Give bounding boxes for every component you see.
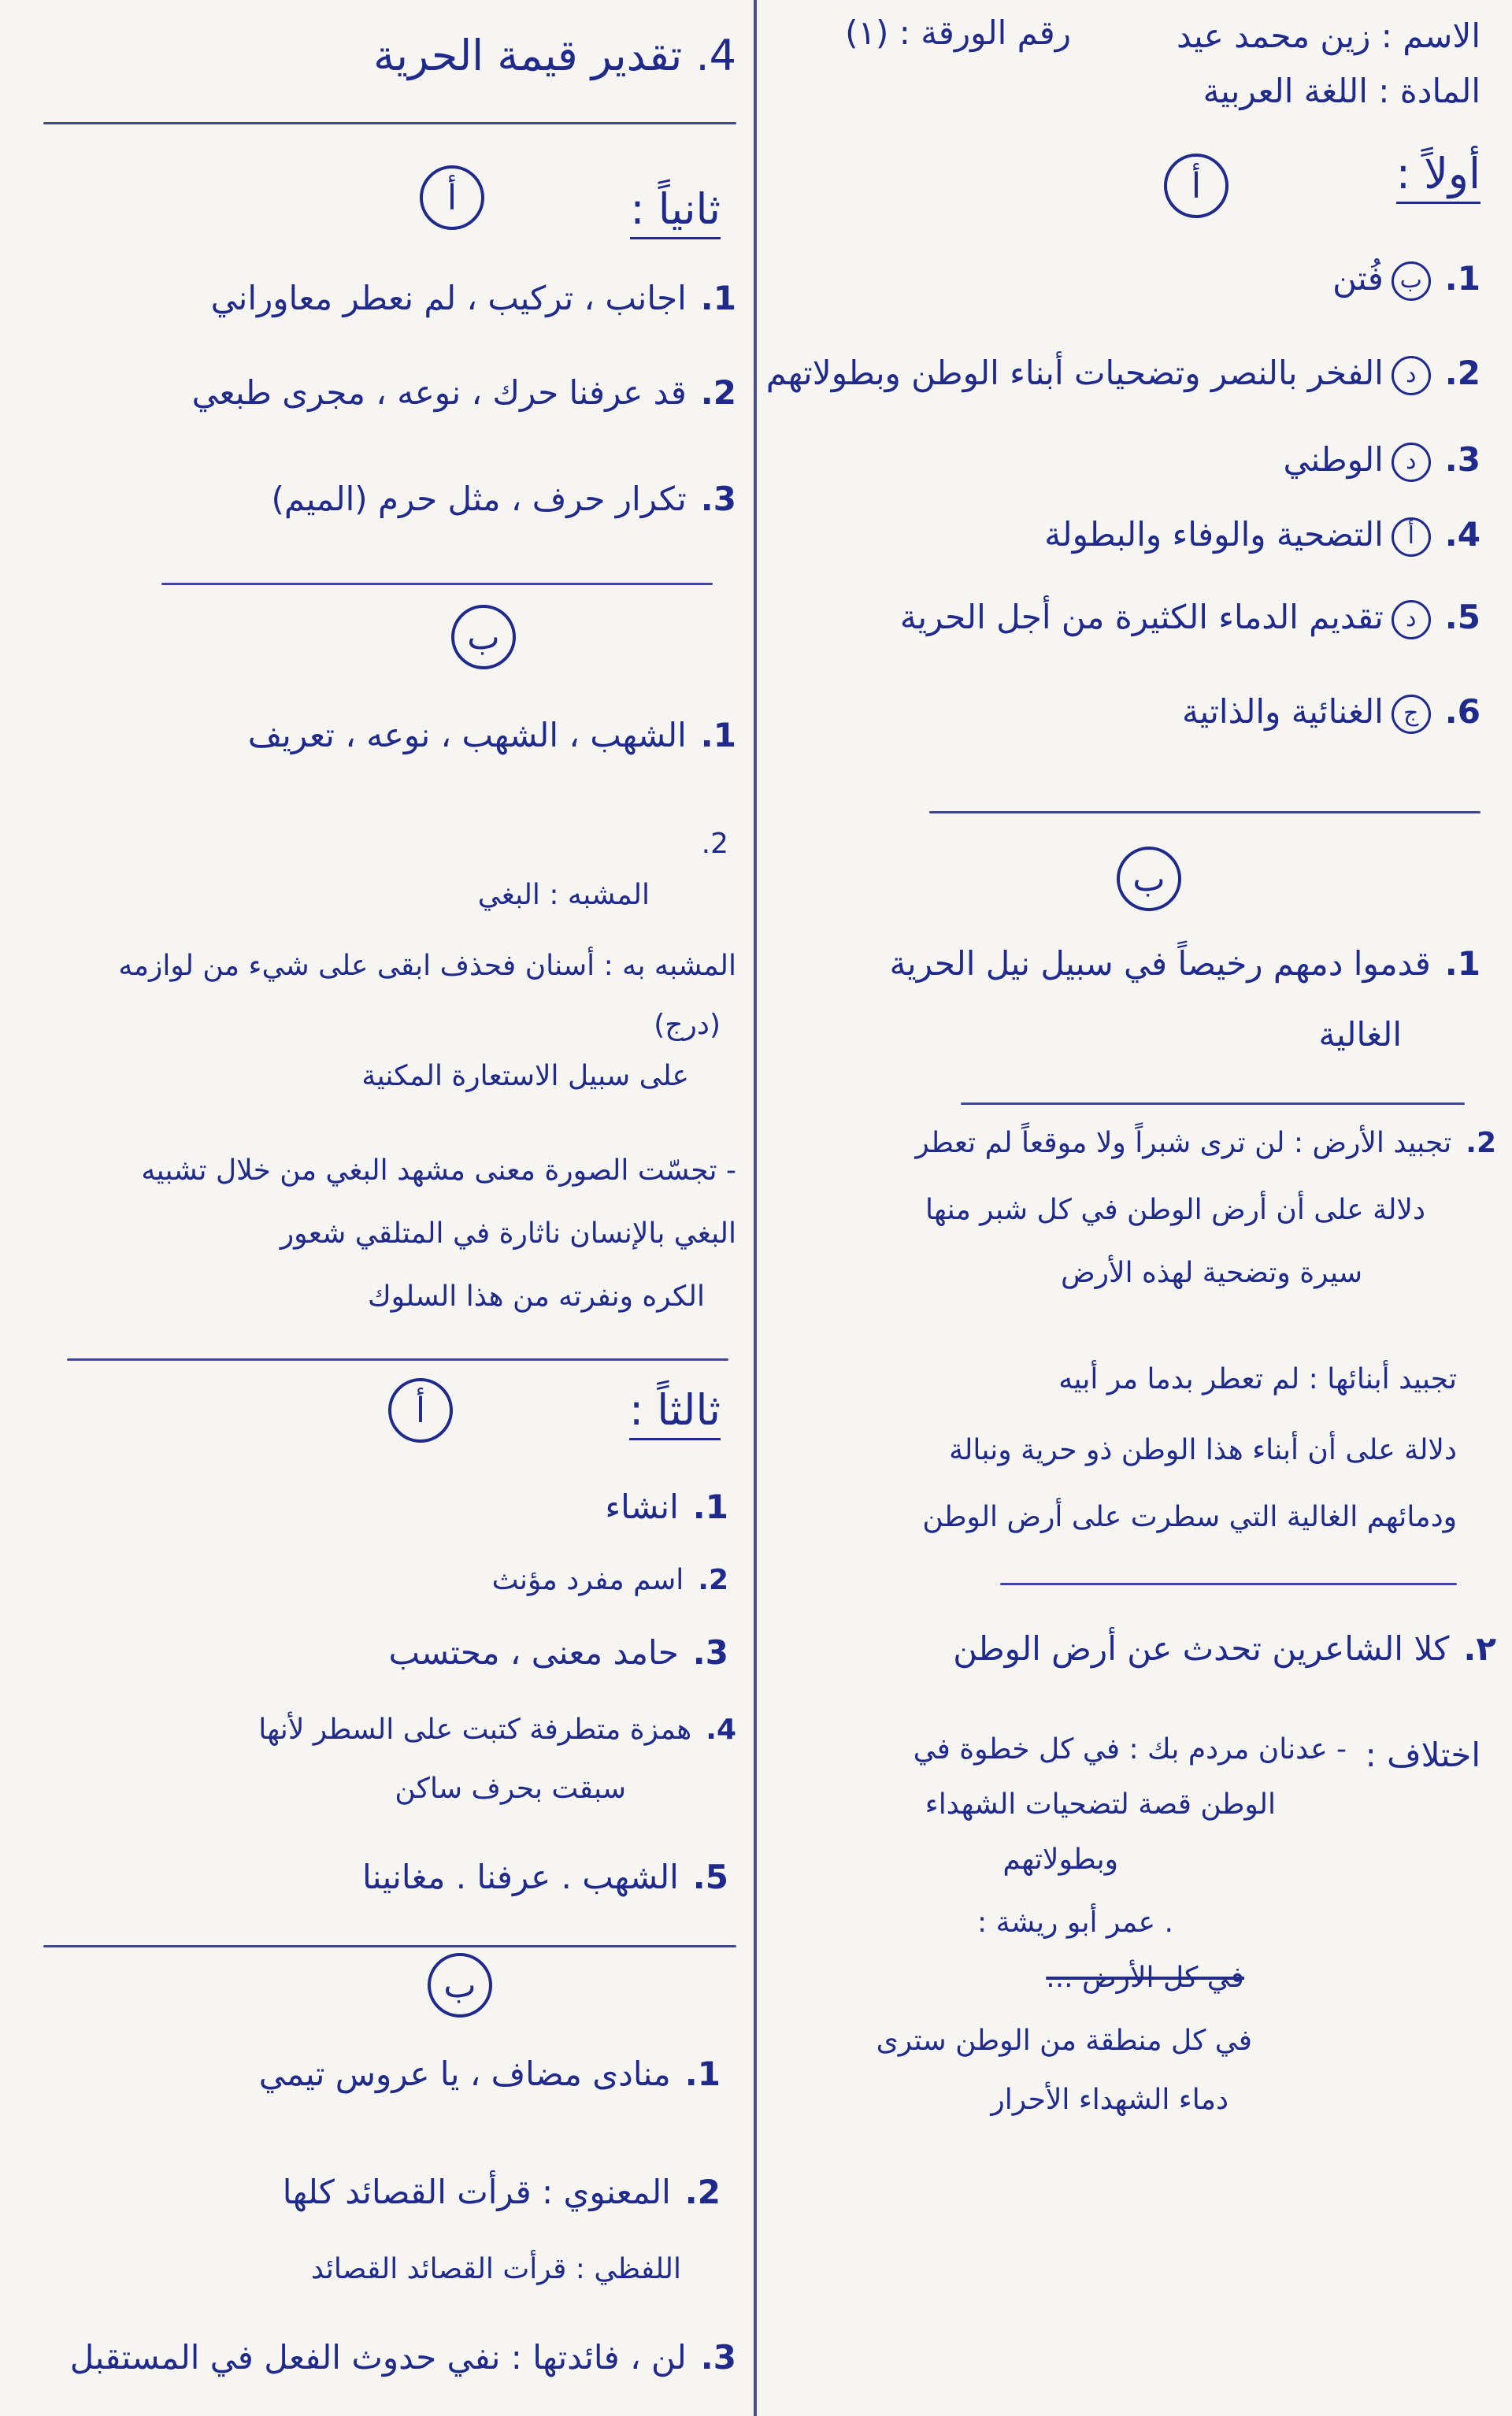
section2-part-a-badge: أ bbox=[420, 165, 484, 230]
s1b-q3-diff-label: اختلاف : bbox=[1365, 1736, 1480, 1774]
section1-part-a-badge: أ bbox=[1164, 154, 1228, 218]
s2b-q1: 1.الشهب ، الشهب ، نوعه ، تعريف bbox=[247, 716, 736, 754]
student-name: الاسم : زين محمد عيد bbox=[1177, 17, 1480, 55]
divider-line bbox=[43, 1945, 736, 1947]
section2-part-b-badge: ب bbox=[451, 605, 516, 669]
s2a-item-3: 3.تكرار حرف ، مثل حرم (الميم) bbox=[271, 480, 736, 518]
divider-line bbox=[161, 583, 713, 585]
s1b-q3-diff-line3: وبطولاتهم bbox=[1002, 1843, 1118, 1876]
s1b-q1-line2: الغالية bbox=[1318, 1015, 1402, 1054]
s1a-item-6: 6.جالغنائية والذاتية bbox=[1182, 693, 1480, 734]
s3a-item-4: 4.همزة متطرفة كتبت على السطر لأنها bbox=[258, 1714, 736, 1746]
divider-line bbox=[929, 811, 1480, 813]
s2a-item-2: 2.قد عرفنا حرك ، نوعه ، مجرى طبعي bbox=[191, 373, 736, 412]
s1b-q3-diff-line4: . عمر أبو ريشة : bbox=[977, 1906, 1173, 1939]
s1a-item-4: 4.أالتضحية والوفاء والبطولة bbox=[1044, 516, 1480, 557]
s1b-q2-b-line2: دلالة على أن أبناء هذا الوطن ذو حرية ونبالة bbox=[949, 1434, 1457, 1466]
section3-part-a-badge: أ bbox=[388, 1378, 453, 1443]
s2b-q2-num: 2. bbox=[701, 828, 728, 860]
s2a-item-1: 1.اجانب ، تركيب ، لم نعطر معاوراني bbox=[210, 279, 736, 317]
s1b-q2-a-line2: دلالة على أن أرض الوطن في كل شبر منها bbox=[925, 1194, 1425, 1226]
s1b-q3-diff-line5: في كل منطقة من الوطن سترى bbox=[876, 2025, 1252, 2057]
divider-line bbox=[961, 1102, 1465, 1105]
s3a-item-5: 5.الشهب . عرفنا . مغانينا bbox=[361, 1858, 728, 1896]
s1b-q3-struck-text: في كل الأرض ... bbox=[1046, 1962, 1244, 1994]
s1b-q2-a-line1: 2.تجبيد الأرض : لن ترى شبراً ولا موقعاً لم تعطر bbox=[915, 1127, 1496, 1159]
section1-heading: أولاً : bbox=[1396, 150, 1480, 204]
s2b-q2-line3: (درج) bbox=[654, 1009, 721, 1041]
section1-part-b-badge: ب bbox=[1117, 847, 1181, 911]
s3b-q2-line1: 2.المعنوي : قرأت القصائد كلها bbox=[282, 2173, 721, 2211]
page-title: 4. تقدير قيمة الحرية bbox=[373, 31, 736, 80]
s3a-item-2: 2.اسم مفرد مؤنث bbox=[491, 1564, 728, 1596]
s1a-item-3: 3.دالوطني bbox=[1284, 441, 1480, 482]
section3-part-b-badge: ب bbox=[428, 1953, 492, 2018]
s1b-q2-a-line3: سيرة وتضحية لهذه الأرض bbox=[1061, 1257, 1362, 1289]
subject-name: المادة : اللغة العربية bbox=[1203, 72, 1480, 110]
s1a-item-5: 5.دتقديم الدماء الكثيرة من أجل الحرية bbox=[900, 598, 1480, 639]
right-column bbox=[760, 0, 1512, 2416]
s3a-item-1: 1.انشاء bbox=[605, 1488, 728, 1526]
column-divider bbox=[754, 0, 757, 2416]
divider-line bbox=[67, 1358, 728, 1361]
s2b-q2-line7: الكره ونفرته من هذا السلوك bbox=[368, 1280, 705, 1313]
left-column bbox=[0, 0, 752, 2416]
page-number: رقم الورقة : (١) bbox=[845, 13, 1071, 52]
s3b-q1: 1.منادى مضاف ، يا عروس تيمي bbox=[258, 2055, 721, 2093]
s3a-item-3: 3.حامد معنى ، محتسب bbox=[388, 1633, 728, 1672]
section2-heading: ثانياً : bbox=[630, 185, 721, 239]
s1b-q3-diff-line2: الوطن قصة لتضحيات الشهداء bbox=[925, 1788, 1276, 1821]
s1a-item-1: 1.بفُتن bbox=[1332, 260, 1480, 301]
s1a-item-2: 2.دالفخر بالنصر وتضحيات أبناء الوطن وبطولاتهم bbox=[766, 354, 1480, 395]
divider-line bbox=[1000, 1583, 1457, 1585]
s2b-q2-line4: على سبيل الاستعارة المكنية bbox=[361, 1060, 689, 1092]
section3-heading: ثالثاً : bbox=[629, 1386, 721, 1440]
s1b-q2-b-line3: ودمائهم الغالية التي سطرت على أرض الوطن bbox=[922, 1501, 1457, 1533]
s2b-q2-line1: المشبه : البغي bbox=[477, 879, 650, 911]
s2b-q2-line2: المشبه به : أسنان فحذف ابقى على شيء من لوازمه bbox=[118, 950, 736, 982]
s3b-q2-line2: اللفظي : قرأت القصائد القصائد bbox=[310, 2253, 681, 2285]
s1b-q3-diff-line6: دماء الشهداء الأحرار bbox=[991, 2084, 1228, 2116]
divider-line bbox=[43, 122, 736, 124]
s1b-q2-b-line1: تجبيد أبنائها : لم تعطر بدما مر أبيه bbox=[1058, 1363, 1457, 1395]
s2b-q2-line6: البغي بالإنسان ناثارة في المتلقي شعور bbox=[280, 1217, 736, 1250]
s1b-q3-line1: ٢.كلا الشاعرين تحدث عن أرض الوطن bbox=[953, 1629, 1496, 1668]
s3b-q3: 3.لن ، فائدتها : نفي حدوث الفعل في المستقبل bbox=[69, 2338, 736, 2377]
s1b-q3-diff-line1: - عدنان مردم بك : في كل خطوة في bbox=[913, 1733, 1347, 1766]
s2b-q2-line5: - تجسّت الصورة معنى مشهد البغي من خلال تشبيه bbox=[141, 1154, 736, 1187]
s1b-q1-line1: 1.قدموا دمهم رخيصاً في سبيل نيل الحرية bbox=[889, 944, 1480, 983]
s3a-item-4-cont: سبقت بحرف ساكن bbox=[395, 1773, 626, 1805]
